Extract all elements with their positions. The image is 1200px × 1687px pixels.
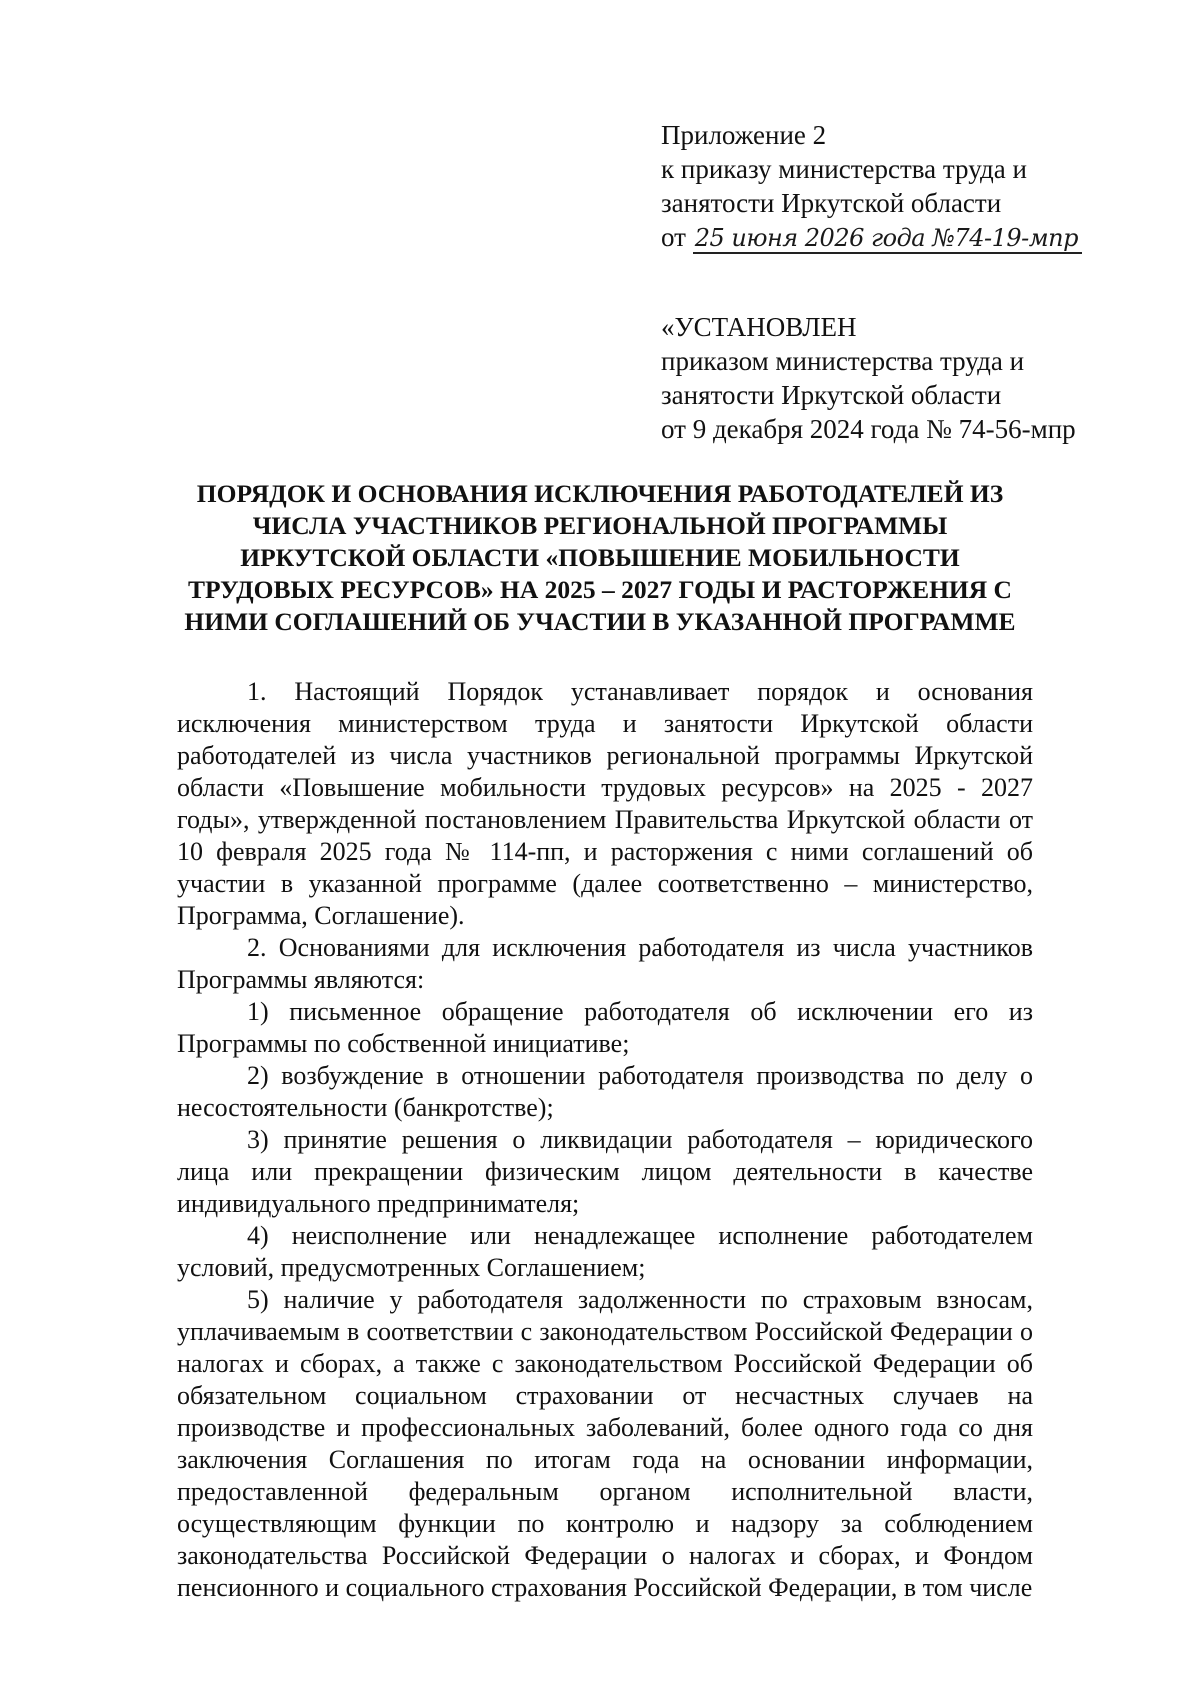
list-item-2: 2) возбуждение в отношении работодателя производства по делу о несостоятельности (банкротстве); — [177, 1061, 1033, 1122]
list-item-4: 4) неисполнение или ненадлежащее исполнение работодателем условий, предусмотренных Соглашением; — [177, 1221, 1033, 1282]
established-ministry: занятости Иркутской области — [661, 380, 1002, 410]
paragraph-2: 2. Основаниями для исключения работодателя из числа участников Программы являются: — [177, 933, 1033, 994]
list-item-5: 5) наличие у работодателя задолженности по страховым взносам, уплачиваемым в соответствии с законодательством Российской Федерации о налогах и сборах, а также с законодательством Российской Федерации об обязательном социальном страховании от несчастных случаев на производстве и профессиональных заболеваний, более одного года со дня заключения Соглашения по итогам года на основании информации, предоставленной федеральным органом исполнительной власти, осуществляющим функции по контролю и надзору за соблюдением законодательства Российской Федерации о налогах и сборах, и Фондом пенсионного и социального страхования Российской Федерации, в том числе — [177, 1285, 1033, 1602]
established-stamp — [661, 310, 1181, 446]
title-line-4: ТРУДОВЫХ РЕСУРСОВ» НА 2025 – 2027 ГОДЫ И РАСТОРЖЕНИЯ С — [188, 575, 1012, 604]
appendix-number: Приложение 2 — [661, 120, 827, 150]
document-body — [177, 676, 1033, 1604]
title-line-3: ИРКУТСКОЙ ОБЛАСТИ «ПОВЫШЕНИЕ МОБИЛЬНОСТИ — [240, 543, 960, 572]
appendix-date-prefix: от — [661, 222, 686, 252]
paragraph-1: 1. Настоящий Порядок устанавливает порядок и основания исключения министерством труда и занятости Иркутской области работодателей из числа участников региональной программы Иркутской области «Повышение мобильности трудовых ресурсов» на 2025 - 2027 годы», утвержденной постановлением Правительства Иркутской области от 10 февраля 2025 года № 114-пп, и расторжения с ними соглашений об участии в указанной программе (далее соответственно – министерство, Программа, Соглашение). — [177, 677, 1033, 930]
appendix-order-ref: к приказу министерства труда и — [661, 154, 1027, 184]
established-heading: «УСТАНОВЛЕН — [661, 312, 857, 342]
appendix-ministry: занятости Иркутской области — [661, 188, 1002, 218]
appendix-header — [661, 118, 1161, 255]
title-line-2: ЧИСЛА УЧАСТНИКОВ РЕГИОНАЛЬНОЙ ПРОГРАММЫ — [252, 511, 948, 540]
title-line-1: ПОРЯДОК И ОСНОВАНИЯ ИСКЛЮЧЕНИЯ РАБОТОДАТЕЛЕЙ ИЗ — [196, 479, 1004, 508]
document-title — [150, 478, 1050, 638]
established-order: приказом министерства труда и — [661, 346, 1025, 376]
appendix-date-line — [661, 220, 1161, 255]
established-date: от 9 декабря 2024 года № 74-56-мпр — [661, 414, 1076, 444]
list-item-3: 3) принятие решения о ликвидации работодателя – юридического лица или прекращении физическим лицом деятельности в качестве индивидуального предпринимателя; — [177, 1125, 1033, 1218]
list-item-1: 1) письменное обращение работодателя об исключении его из Программы по собственной инициативе; — [177, 997, 1033, 1058]
title-line-5: НИМИ СОГЛАШЕНИЙ ОБ УЧАСТИИ В УКАЗАННОЙ ПРОГРАММЕ — [184, 607, 1016, 636]
handwritten-date-number: 25 июня 2026 года №74-19-мпр — [693, 224, 1082, 254]
